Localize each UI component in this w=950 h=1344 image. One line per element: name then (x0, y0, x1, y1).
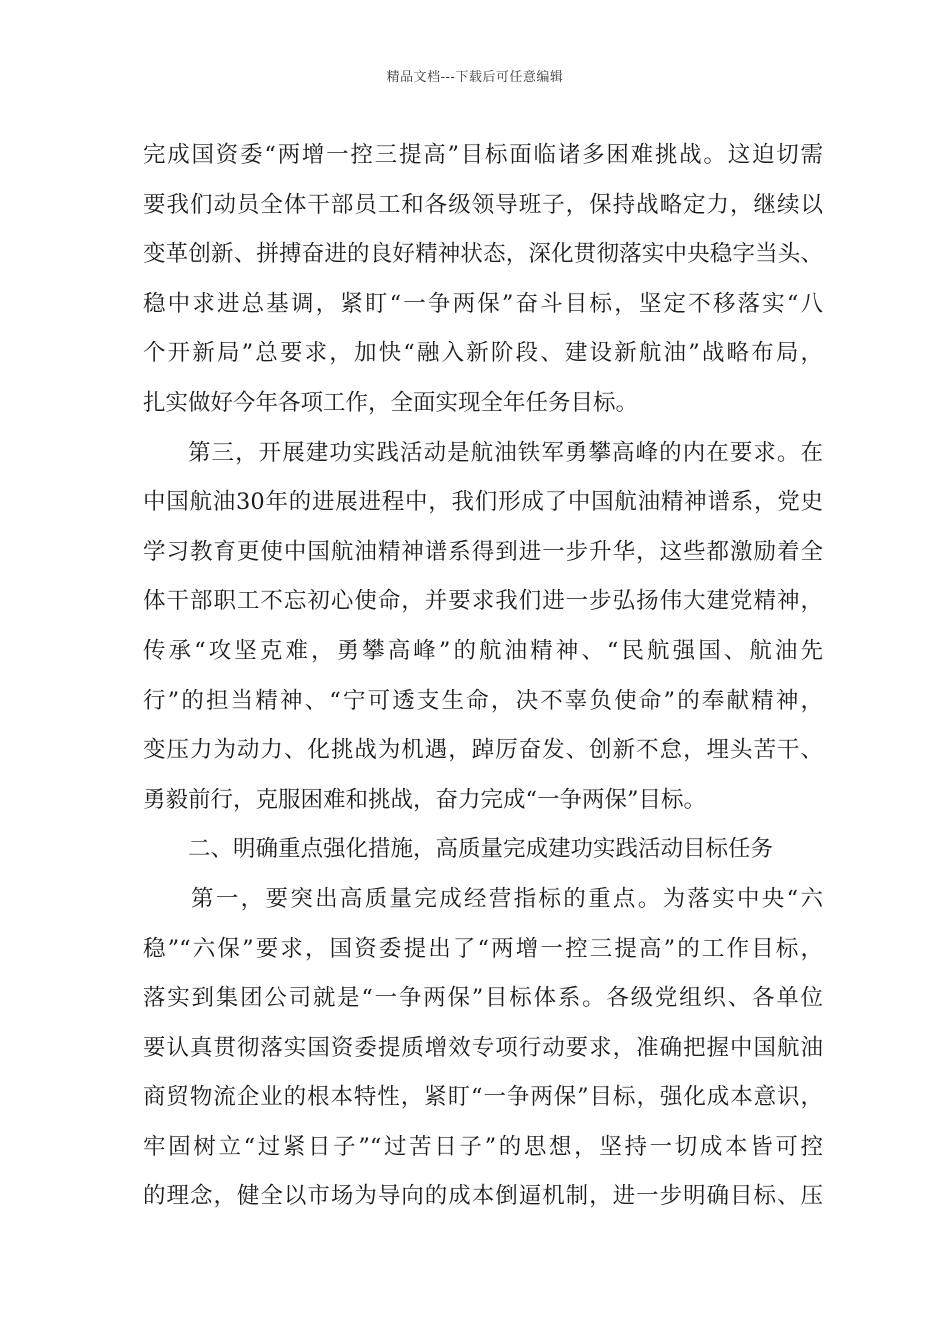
section-heading: 二、明确重点强化措施，高质量完成建功实践活动目标任务 (188, 836, 774, 863)
paragraph-start-line: 第一，要突出高质量完成经营指标的重点。为落实中央“六 (191, 885, 823, 912)
page-header: 精品文档---下载后可任意编辑 (386, 70, 564, 85)
text-line: 的理念，健全以市场为导向的成本倒逼机制，进一步明确目标、压 (143, 1183, 823, 1210)
text-line: 中国航油30年的进展进程中，我们形成了中国航油精神谱系，党史 (143, 489, 823, 516)
text-line: 个开新局”总要求，加快“融入新阶段、建设新航油”战略布局， (143, 340, 823, 367)
text-line: 学习教育更使中国航油精神谱系得到进一步升华，这些都激励着全 (143, 538, 823, 565)
text-line: 牢固树立“过紧日子”“过苦日子”的思想，坚持一切成本皆可控 (143, 1133, 823, 1160)
text-line: 要认真贯彻落实国资委提质增效专项行动要求，准确把握中国航油 (143, 1034, 823, 1061)
text-line: 商贸物流企业的根本特性，紧盯“一争两保”目标，强化成本意识， (143, 1084, 823, 1111)
text-line: 变革创新、拼搏奋进的良好精神状态，深化贯彻落实中央稳字当头、 (143, 241, 823, 268)
text-line: 行”的担当精神、“宁可透支生命，决不辜负使命”的奉献精神， (143, 687, 823, 714)
text-line: 稳中求进总基调，紧盯“一争两保”奋斗目标，坚定不移落实“八 (143, 290, 823, 317)
text-line: 稳”“六保”要求，国资委提出了“两增一控三提高”的工作目标， (143, 935, 823, 962)
paragraph-start-line: 第三，开展建功实践活动是航油铁军勇攀高峰的内在要求。在 (188, 439, 823, 466)
text-line: 变压力为动力、化挑战为机遇，踔厉奋发、创新不怠，埋头苦干、 (143, 737, 823, 764)
text-line: 要我们动员全体干部员工和各级领导班子，保持战略定力，继续以 (143, 191, 823, 218)
text-line: 传承“攻坚克难，勇攀高峰”的航油精神、“民航强国、航油先 (143, 637, 823, 664)
text-line: 体干部职工不忘初心使命，并要求我们进一步弘扬伟大建党精神， (143, 588, 823, 615)
text-line: 落实到集团公司就是“一争两保”目标体系。各级党组织、各单位 (143, 985, 823, 1012)
text-line: 扎实做好今年各项工作，全面实现全年任务目标。 (143, 389, 639, 416)
document-body (143, 131, 823, 1222)
text-line: 完成国资委“两增一控三提高”目标面临诸多困难挑战。这迫切需 (143, 142, 823, 168)
text-line: 勇毅前行，克服困难和挑战，奋力完成“一争两保”目标。 (143, 786, 707, 813)
